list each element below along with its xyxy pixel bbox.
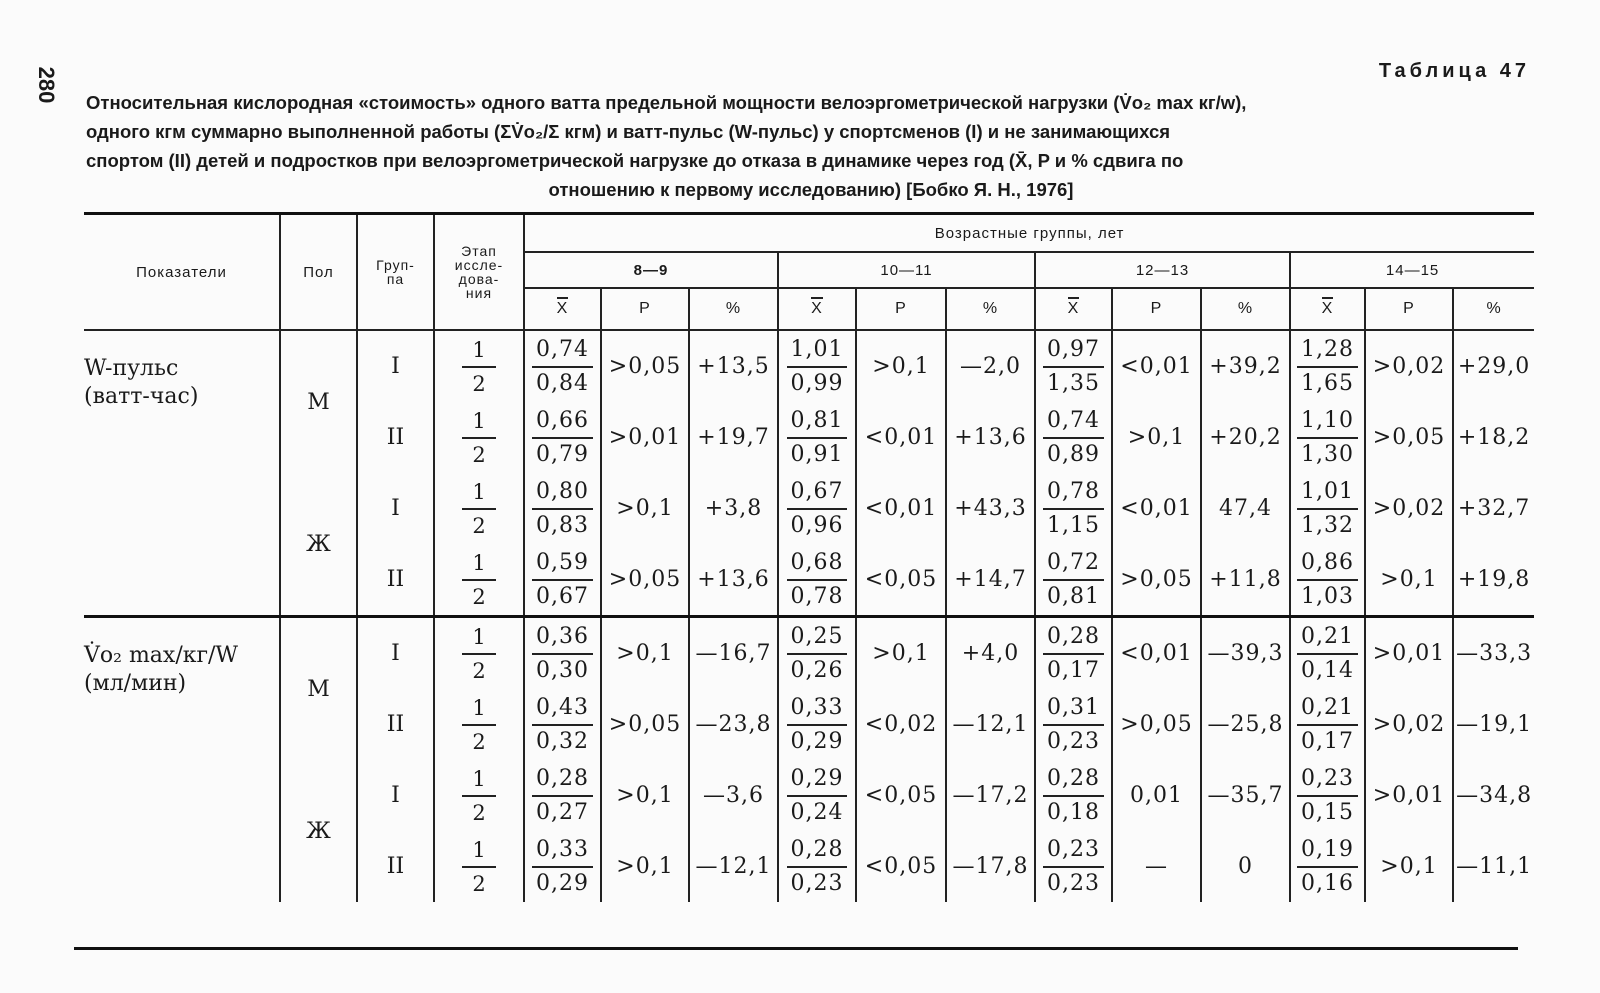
p-cell: >0,1: [856, 617, 946, 690]
mean-symbol: X: [1067, 300, 1080, 317]
fraction: [462, 405, 495, 471]
mean-cell: [1290, 473, 1365, 544]
percent-cell: —25,8: [1201, 689, 1290, 760]
mean-cell: [524, 617, 601, 690]
data-table: [84, 212, 1534, 902]
percent-cell: +11,8: [1201, 544, 1290, 617]
percent-cell: —2,0: [946, 330, 1035, 402]
percent-cell: —34,8: [1456, 783, 1533, 808]
denominator: 2: [472, 800, 486, 825]
numerator: 0,23: [1297, 763, 1358, 797]
indicator-unit: (ватт-час): [84, 384, 199, 409]
indicator-cell: [84, 617, 280, 903]
fraction: [1297, 405, 1358, 471]
fraction: [532, 476, 593, 542]
percent-cell: +13,5: [689, 330, 778, 402]
numerator: 0,28: [1043, 621, 1104, 655]
mean-cell: [1035, 760, 1112, 831]
header-stat-percent: %: [1201, 288, 1290, 330]
mean-cell: [778, 330, 856, 402]
numerator: 0,86: [1297, 547, 1358, 581]
denominator: 1,32: [1301, 512, 1354, 538]
percent-cell: —23,8: [689, 689, 778, 760]
fraction: [1297, 334, 1358, 400]
mean-cell: [778, 689, 856, 760]
stage-cell: [434, 689, 524, 760]
numerator: 0,36: [532, 621, 593, 655]
p-cell: <0,05: [856, 831, 946, 902]
group-cell: I: [357, 330, 434, 402]
group-cell: I: [357, 760, 434, 831]
header-stat-p: P: [601, 288, 689, 330]
mean-cell: [1290, 689, 1365, 760]
percent-cell: —11,1: [1456, 854, 1533, 879]
mean-cell: [1035, 689, 1112, 760]
header-stat-mean: [524, 288, 601, 330]
mean-cell: [1290, 617, 1365, 690]
stage-cell: [434, 402, 524, 473]
fraction: [1297, 476, 1358, 542]
table-row: [84, 473, 1534, 544]
p-cell: <0,01: [1112, 473, 1201, 544]
percent-cell: +4,0: [946, 617, 1035, 690]
indicator-cell: [84, 330, 280, 617]
fraction: [1297, 834, 1358, 900]
fraction: [462, 692, 495, 758]
mean-cell: [1035, 544, 1112, 617]
percent-cell: +29,0: [1457, 354, 1531, 379]
percent-cell: 0: [1201, 831, 1290, 902]
fraction: [532, 692, 593, 758]
mean-cell: [1035, 473, 1112, 544]
p-cell: <0,05: [856, 544, 946, 617]
numerator: 0,28: [787, 834, 848, 868]
numerator: 1,01: [787, 334, 848, 368]
p-cell: >0,01: [601, 402, 689, 473]
caption-line: Относительная кислородная «стоимость» одного ватта предельной мощности велоэргометрической нагрузки (V̇o₂ max кг/w),: [86, 92, 1247, 113]
mean-cell: [778, 617, 856, 690]
header-sex: Пол: [280, 214, 357, 331]
numerator: 0,28: [532, 763, 593, 797]
numerator: 1: [462, 621, 495, 655]
fraction: [1043, 692, 1104, 758]
denominator: 2: [472, 371, 486, 396]
fraction: [787, 547, 848, 613]
denominator: 0,26: [790, 657, 844, 683]
header-stat-p: P: [856, 288, 946, 330]
denominator: 0,99: [790, 370, 844, 396]
sex-cell: Ж: [280, 473, 357, 617]
stage-cell: [434, 831, 524, 902]
header-stat-p: P: [1112, 288, 1201, 330]
fraction: [1043, 763, 1104, 829]
numerator: 0,80: [532, 476, 593, 510]
fraction: [462, 763, 495, 829]
fraction: [532, 763, 593, 829]
fraction: [787, 692, 848, 758]
percent-cell: —12,1: [689, 831, 778, 902]
fraction: [532, 621, 593, 687]
stage-cell: [434, 544, 524, 617]
mean-cell: [1035, 402, 1112, 473]
group-cell: I: [357, 473, 434, 544]
numerator: 1: [462, 692, 495, 726]
p-cell: <0,01: [856, 402, 946, 473]
header-stat-percent: %: [946, 288, 1035, 330]
denominator: 0,89: [1047, 441, 1100, 467]
denominator: 2: [472, 729, 486, 754]
denominator: 2: [472, 871, 486, 896]
denominator: 0,79: [536, 441, 589, 467]
header-stage: Этап иссле- дова- ния: [434, 214, 524, 331]
p-cell: >0,01: [1365, 760, 1453, 831]
fraction: [1043, 547, 1104, 613]
numerator: 0,21: [1297, 621, 1358, 655]
mean-cell: [778, 473, 856, 544]
p-cell: >0,02: [1365, 689, 1453, 760]
denominator: 0,17: [1047, 657, 1100, 683]
numerator: 0,25: [787, 621, 848, 655]
numerator: 0,43: [532, 692, 593, 726]
numerator: 1: [462, 405, 495, 439]
numerator: 0,21: [1297, 692, 1358, 726]
p-cell: >0,1: [601, 760, 689, 831]
denominator: 1,30: [1301, 441, 1354, 467]
denominator: 1,35: [1047, 370, 1100, 396]
denominator: 0,29: [536, 870, 589, 896]
p-cell: <0,05: [856, 760, 946, 831]
percent-cell: +13,6: [689, 544, 778, 617]
numerator: 0,28: [1043, 763, 1104, 797]
p-cell: >0,05: [1112, 544, 1201, 617]
numerator: 0,59: [532, 547, 593, 581]
denominator: 0,29: [790, 728, 844, 754]
fraction: [462, 547, 495, 613]
percent-cell: +14,7: [946, 544, 1035, 617]
percent-cell: +43,3: [946, 473, 1035, 544]
percent-cell: +39,2: [1201, 330, 1290, 402]
mean-symbol: X: [1321, 300, 1334, 317]
fraction: [1043, 476, 1104, 542]
table-label: Таблица 47: [1378, 60, 1530, 82]
indicator-name: W-пульс: [84, 356, 179, 381]
mean-cell: [778, 760, 856, 831]
mean-cell: [524, 760, 601, 831]
header-range: 8—9: [524, 252, 778, 288]
numerator: 0,74: [1043, 405, 1104, 439]
bottom-rule: [74, 947, 1518, 950]
fraction: [532, 334, 593, 400]
p-cell: >0,05: [1365, 402, 1453, 473]
numerator: 0,97: [1043, 334, 1104, 368]
group-cell: I: [357, 617, 434, 690]
fraction: [462, 334, 495, 400]
denominator: 0,23: [790, 870, 844, 896]
numerator: 0,29: [787, 763, 848, 797]
numerator: 1,10: [1297, 405, 1358, 439]
numerator: 1: [462, 547, 495, 581]
denominator: 0,16: [1301, 870, 1354, 896]
denominator: 0,96: [790, 512, 844, 538]
header-range: 12—13: [1035, 252, 1290, 288]
mean-cell: [524, 831, 601, 902]
fraction: [1043, 334, 1104, 400]
percent-cell: +19,7: [689, 402, 778, 473]
mean-cell: [778, 402, 856, 473]
percent-cell: 47,4: [1201, 473, 1290, 544]
p-cell: >0,02: [1365, 330, 1453, 402]
numerator: 0,74: [532, 334, 593, 368]
p-cell: <0,02: [856, 689, 946, 760]
numerator: 0,33: [787, 692, 848, 726]
percent-cell: +19,8: [1457, 567, 1531, 592]
p-cell: >0,1: [1365, 831, 1453, 902]
numerator: 1,01: [1297, 476, 1358, 510]
fraction: [787, 476, 848, 542]
denominator: 0,23: [1047, 728, 1100, 754]
mean-cell: [1035, 617, 1112, 690]
fraction: [1297, 763, 1358, 829]
denominator: 0,78: [790, 583, 844, 609]
table-row: [84, 617, 1534, 690]
percent-cell: —17,2: [946, 760, 1035, 831]
p-cell: >0,1: [601, 617, 689, 690]
mean-cell: [524, 402, 601, 473]
percent-cell: —3,6: [689, 760, 778, 831]
header-age-groups: Возрастные группы, лет: [524, 214, 1534, 253]
fraction: [787, 621, 848, 687]
fraction: [532, 405, 593, 471]
p-cell: >0,05: [601, 544, 689, 617]
mean-cell: [1290, 544, 1365, 617]
mean-symbol: X: [811, 300, 823, 317]
numerator: 0,72: [1043, 547, 1104, 581]
percent-cell: —17,8: [946, 831, 1035, 902]
percent-cell: —19,1: [1456, 712, 1533, 737]
denominator: 0,30: [536, 657, 589, 683]
denominator: 0,27: [536, 799, 589, 825]
percent-cell: +18,2: [1457, 425, 1531, 450]
denominator: 2: [472, 442, 486, 467]
mean-cell: [1290, 831, 1365, 902]
denominator: 1,03: [1301, 583, 1354, 609]
p-cell: —: [1112, 831, 1201, 902]
numerator: 1,28: [1297, 334, 1358, 368]
mean-cell: [524, 473, 601, 544]
percent-cell: —39,3: [1201, 617, 1290, 690]
p-cell: <0,01: [1112, 330, 1201, 402]
mean-symbol: X: [556, 300, 569, 317]
percent-cell: —12,1: [946, 689, 1035, 760]
mean-cell: [1290, 760, 1365, 831]
p-cell: <0,01: [1112, 617, 1201, 690]
header-indicators: Показатели: [84, 214, 280, 331]
p-cell: >0,1: [601, 831, 689, 902]
stage-cell: [434, 330, 524, 402]
mean-cell: [1290, 402, 1365, 473]
group-cell: II: [357, 402, 434, 473]
header-stat-percent: %: [1453, 288, 1534, 330]
indicator-name: V̇o₂ max/кг/W: [84, 643, 239, 668]
caption-line: спортом (II) детей и подростков при велоэргометрической нагрузке до отказа в динамике через год (X̄, P и % сдвига по: [86, 150, 1184, 171]
percent-cell: +20,2: [1201, 402, 1290, 473]
fraction: [1043, 834, 1104, 900]
sex-cell: М: [280, 330, 357, 473]
header-range: 10—11: [778, 252, 1035, 288]
percent-cell: +3,8: [689, 473, 778, 544]
denominator: 0,14: [1301, 657, 1354, 683]
header-group: Груп- па: [357, 214, 434, 331]
numerator: 0,31: [1043, 692, 1104, 726]
p-cell: >0,02: [1365, 473, 1453, 544]
p-cell: 0,01: [1112, 760, 1201, 831]
sex-cell: М: [280, 617, 357, 761]
header-stat-percent: %: [689, 288, 778, 330]
header-stat-mean: [1290, 288, 1365, 330]
caption-line: одного кгм суммарно выполненной работы (ΣV̇o₂/Σ кгм) и ватт-пульс (W-пульс) у спортсменов (I) и не занимающихся: [86, 121, 1171, 142]
denominator: 0,91: [790, 441, 844, 467]
table-row: [84, 330, 1534, 402]
p-cell: >0,05: [601, 330, 689, 402]
p-cell: >0,01: [1365, 617, 1453, 690]
p-cell: >0,05: [601, 689, 689, 760]
mean-cell: [524, 689, 601, 760]
numerator: 1: [462, 334, 495, 368]
denominator: 0,81: [1047, 583, 1100, 609]
mean-cell: [524, 544, 601, 617]
fraction: [1297, 692, 1358, 758]
fraction: [787, 405, 848, 471]
denominator: 0,18: [1047, 799, 1100, 825]
percent-cell: —16,7: [689, 617, 778, 690]
p-cell: >0,1: [856, 330, 946, 402]
fraction: [787, 763, 848, 829]
fraction: [532, 547, 593, 613]
denominator: 2: [472, 584, 486, 609]
percent-cell: —35,7: [1201, 760, 1290, 831]
fraction: [532, 834, 593, 900]
group-cell: II: [357, 831, 434, 902]
p-cell: >0,1: [1365, 544, 1453, 617]
header-stat-mean: [1035, 288, 1112, 330]
denominator: 0,17: [1301, 728, 1354, 754]
header-stat-p: P: [1365, 288, 1453, 330]
fraction: [787, 834, 848, 900]
numerator: 1: [462, 476, 495, 510]
group-cell: II: [357, 544, 434, 617]
fraction: [1043, 621, 1104, 687]
table-caption: [86, 88, 1536, 204]
header-stat-mean: [778, 288, 856, 330]
fraction: [462, 834, 495, 900]
p-cell: >0,1: [1112, 402, 1201, 473]
denominator: 1,65: [1301, 370, 1354, 396]
mean-cell: [778, 831, 856, 902]
mean-cell: [1035, 330, 1112, 402]
fraction: [1043, 405, 1104, 471]
mean-cell: [524, 330, 601, 402]
denominator: 2: [472, 658, 486, 683]
mean-cell: [778, 544, 856, 617]
fraction: [1297, 547, 1358, 613]
stage-cell: [434, 473, 524, 544]
sex-cell: Ж: [280, 760, 357, 902]
caption-line: отношению к первому исследованию) [Бобко Я. Н., 1976]: [548, 179, 1074, 200]
denominator: 0,83: [536, 512, 589, 538]
denominator: 2: [472, 513, 486, 538]
mean-cell: [1035, 831, 1112, 902]
indicator-unit: (мл/мин): [84, 671, 187, 696]
numerator: 0,67: [787, 476, 848, 510]
numerator: 0,68: [787, 547, 848, 581]
numerator: 0,23: [1043, 834, 1104, 868]
denominator: 0,32: [536, 728, 589, 754]
denominator: 0,84: [536, 370, 589, 396]
numerator: 0,66: [532, 405, 593, 439]
numerator: 0,78: [1043, 476, 1104, 510]
numerator: 0,81: [787, 405, 848, 439]
table-body: [84, 330, 1534, 902]
denominator: 0,15: [1301, 799, 1354, 825]
percent-cell: +13,6: [946, 402, 1035, 473]
p-cell: >0,05: [1112, 689, 1201, 760]
denominator: 1,15: [1047, 512, 1100, 538]
page-number: 280: [34, 66, 59, 104]
numerator: 0,19: [1297, 834, 1358, 868]
p-cell: <0,01: [856, 473, 946, 544]
denominator: 0,67: [536, 583, 589, 609]
table-row: [84, 760, 1534, 831]
percent-cell: —33,3: [1453, 617, 1534, 690]
fraction: [462, 476, 495, 542]
numerator: 0,33: [532, 834, 593, 868]
p-cell: >0,1: [601, 473, 689, 544]
fraction: [1297, 621, 1358, 687]
stage-cell: [434, 617, 524, 690]
percent-cell: +32,7: [1457, 496, 1531, 521]
denominator: 0,24: [790, 799, 844, 825]
fraction: [787, 334, 848, 400]
stage-cell: [434, 760, 524, 831]
denominator: 0,23: [1047, 870, 1100, 896]
numerator: 1: [462, 763, 495, 797]
numerator: 1: [462, 834, 495, 868]
mean-cell: [1290, 330, 1365, 402]
header-range: 14—15: [1290, 252, 1534, 288]
fraction: [462, 621, 495, 687]
group-cell: II: [357, 689, 434, 760]
